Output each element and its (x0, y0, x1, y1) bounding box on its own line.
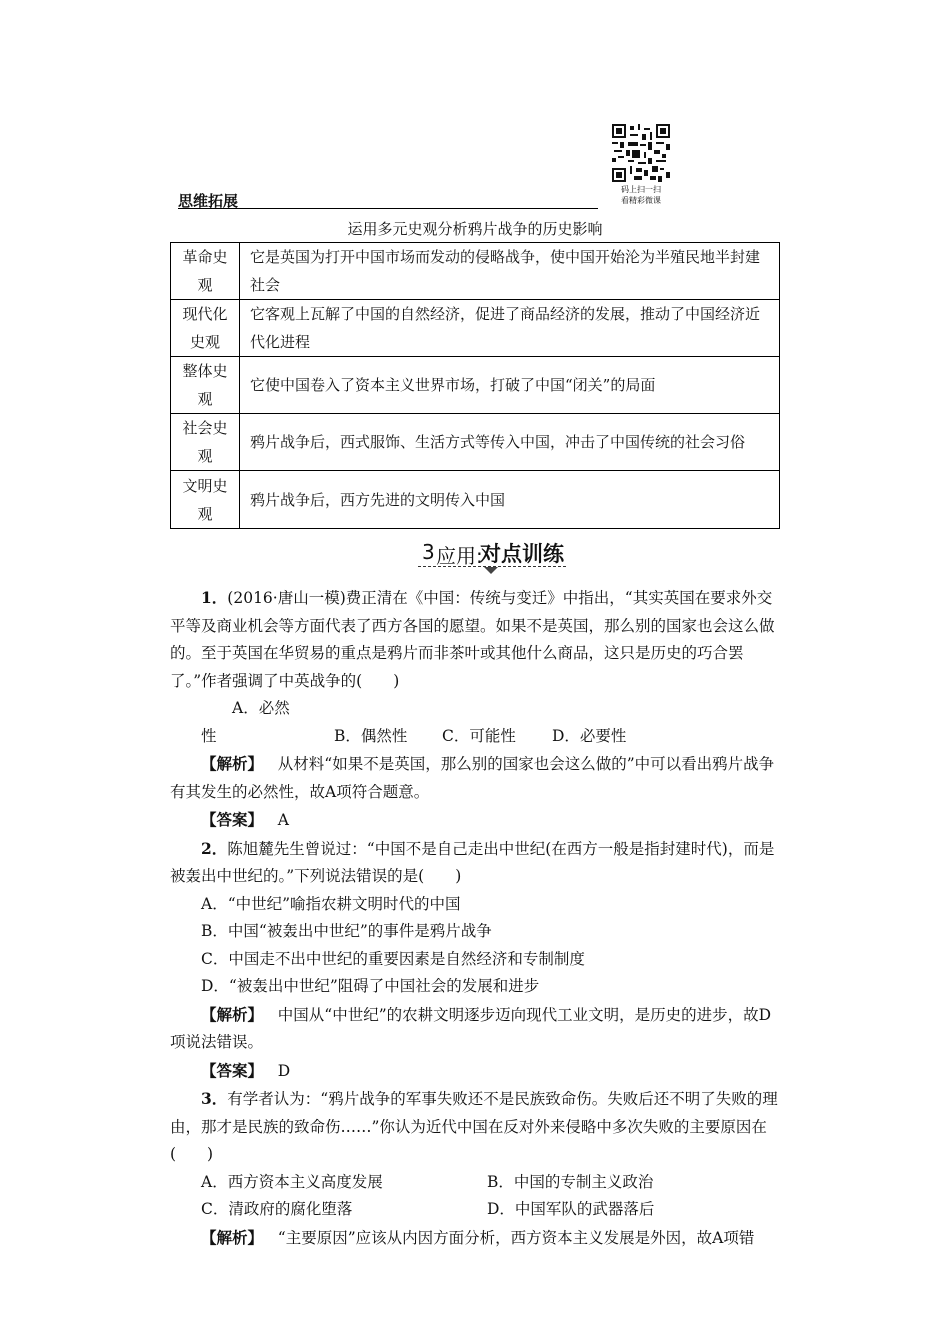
row-key: 革命史观 (171, 243, 240, 300)
question-2-answer: 【答案】 D (201, 1060, 291, 1080)
table-row (171, 414, 780, 471)
question-2-analysis: 【解析】 中国从“中世纪”的农耕文明逐步迈向现代工业文明，是历史的进步，故D项说法错误。 (170, 1004, 772, 1051)
table-row (171, 300, 780, 357)
question-1-options (170, 695, 782, 750)
qr-code-image (612, 124, 670, 182)
row-key: 整体史观 (171, 357, 240, 414)
option: D．中国军队的武器落后 (487, 1200, 655, 1218)
option: A．必然性 (201, 699, 290, 745)
table-row (171, 471, 780, 529)
option: A．西方资本主义高度发展 (201, 1172, 383, 1191)
questions (170, 584, 782, 1252)
option: B．中国“被轰出中世纪”的事件是鸦片战争 (201, 922, 492, 940)
banner-title: 对点训练 (480, 542, 564, 566)
question-1-answer: 【答案】 A (201, 810, 289, 829)
qr-caption-line-1: 码上扫一扫 (621, 185, 661, 194)
question-2-stem: 2．陈旭麓先生曾说过：“中国不是自己走出中世纪(在西方一般是指封建时代)，而是被轰出中世纪的。”下列说法错误的是( ) (170, 838, 775, 885)
section-title: 思维拓展 (178, 192, 239, 210)
option: D．必要性 (552, 726, 627, 745)
row-value: 鸦片战争后，西方先进的文明传入中国 (240, 471, 780, 529)
qr-caption-line-2: 看精彩微课 (621, 196, 661, 205)
row-value: 它客观上瓦解了中国的自然经济，促进了商品经济的发展，推动了中国经济近代化进程 (240, 300, 780, 357)
question-3-analysis: 【解析】 “主要原因”应该从内因方面分析，西方资本主义发展是外因，故A项错 (201, 1227, 755, 1247)
row-key: 现代化史观 (171, 300, 240, 357)
option: C．中国走不出中世纪的重要因素是自然经济和专制制度 (201, 949, 585, 968)
question-1-stem: 1．(2016·唐山一模)费正清在《中国：传统与变迁》中指出，“其实英国在要求外交平等及商业机会等方面代表了西方各国的愿望。如果不是英国，那么别的国家也会这么做的。至于英国在华贸易的重点是鸦片而非茶叶或其他什么商品，这只是历史的巧合罢了。”作者强调了中英战争的( ) (170, 588, 775, 690)
option: B．偶然性 (334, 726, 408, 745)
row-value: 它是英国为打开中国市场而发动的侵略战争，使中国开始沦为半殖民地半封建社会 (240, 243, 780, 300)
row-key: 文明史观 (171, 471, 240, 529)
question-3-options-row-1 (170, 1169, 782, 1197)
banner-label: 应用: (436, 544, 483, 568)
history-views-table (170, 242, 780, 529)
option: C．可能性 (442, 726, 516, 745)
banner-arrow-icon (484, 567, 498, 574)
question-3-options-row-2 (170, 1196, 782, 1224)
option: A．“中世纪”喻指农耕文明时代的中国 (201, 894, 461, 913)
question-1-analysis: 【解析】 从材料“如果不是英国，那么别的国家也会这么做的”中可以看出鸦片战争有其发生的必然性，故A项符合题意。 (170, 754, 775, 801)
option: D．“被轰出中世纪”阻碍了中国社会的发展和进步 (201, 977, 540, 995)
question-3-stem: 3．有学者认为：“鸦片战争的军事失败还不是民族致命伤。失败后还不明了失败的理由，那才是民族的致命伤……”你认为近代中国在反对外来侵略中多次失败的主要原因在( ) (170, 1089, 778, 1163)
row-key: 社会史观 (171, 414, 240, 471)
option: C．清政府的腐化堕落 (201, 1200, 353, 1218)
table-row (171, 357, 780, 414)
practice-banner (418, 538, 568, 574)
banner-number: 3 (422, 540, 435, 564)
section-heading (178, 190, 598, 209)
table-row (171, 243, 780, 300)
row-value: 鸦片战争后，西式服饰、生活方式等传入中国，冲击了中国传统的社会习俗 (240, 414, 780, 471)
qr-caption (604, 184, 678, 206)
row-value: 它使中国卷入了资本主义世界市场，打破了中国“闭关”的局面 (240, 357, 780, 414)
table-title: 运用多元史观分析鸦片战争的历史影响 (347, 220, 603, 238)
option: B．中国的专制主义政治 (487, 1172, 654, 1191)
